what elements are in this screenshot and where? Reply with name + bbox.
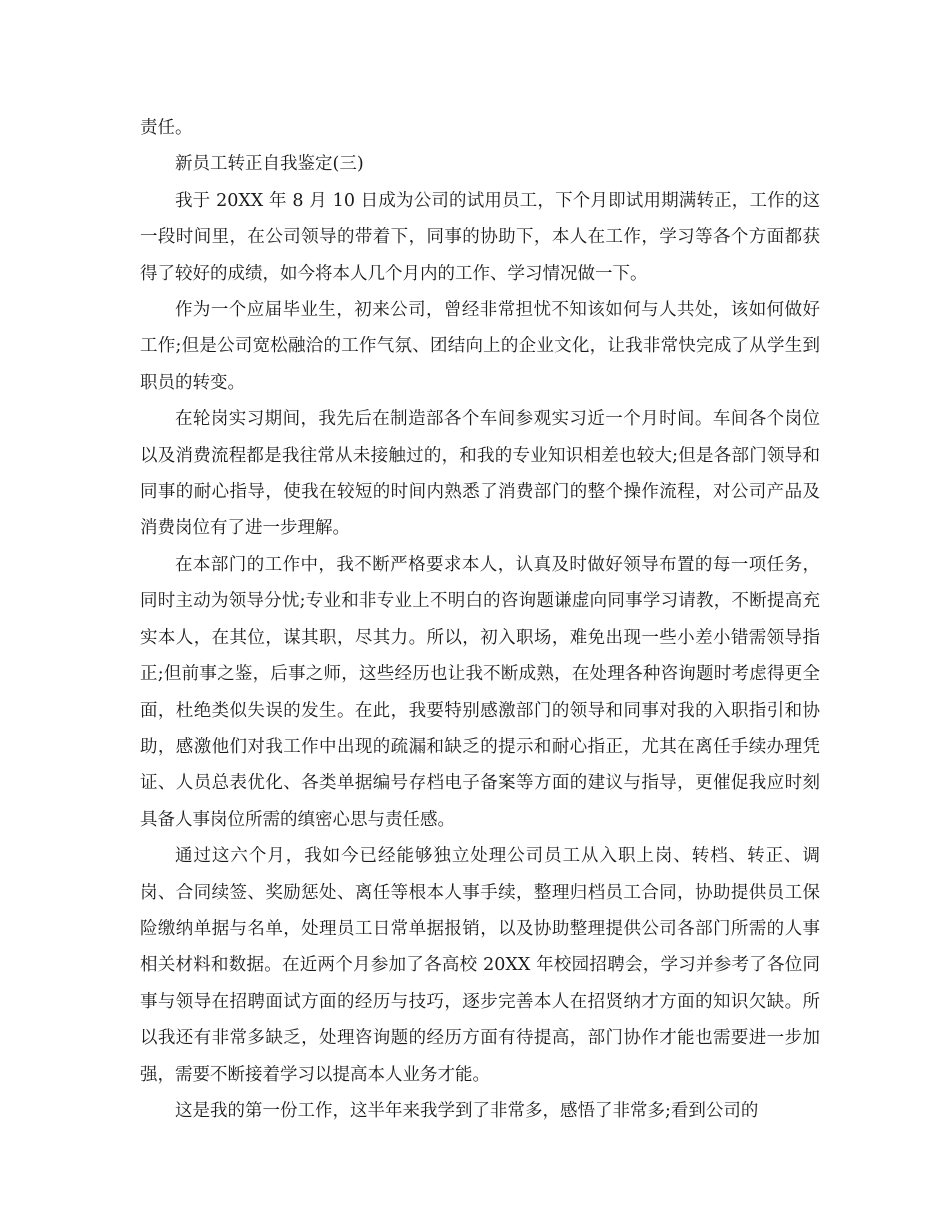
paragraph: 在轮岗实习期间，我先后在制造部各个车间参观实习近一个月时间。车间各个岗位以及消费流程都是我往常从未接触过的，和我的专业知识相差也较大;但是各部门领导和同事的耐心指导，使我在较短的时间内熟悉了消费部门的整个操作流程，对公司产品及消费岗位有了进一步理解。 — [140, 409, 820, 539]
paragraph: 我于 20XX 年 8 月 10 日成为公司的试用员工，下个月即试用期满转正，工作的这一段时间里，在公司领导的带着下，同事的协助下，本人在工作，学习等各个方面都获得了较好的成绩，如今将本人几个月内的工作、学习情况做一下。 — [140, 190, 820, 284]
paragraph-continuation: 责任。 — [140, 118, 193, 138]
document-body — [140, 110, 820, 1129]
paragraph: 这是我的第一份工作，这半年来我学到了非常多，感悟了非常多;看到公司的 — [175, 1100, 759, 1121]
section-heading: 新员工转正自我鉴定(三) — [175, 154, 364, 175]
paragraph: 通过这六个月，我如今已经能够独立处理公司员工从入职上岗、转档、转正、调岗、合同续签、奖励惩处、离任等根本人事手续，整理归档员工合同，协助提供员工保险缴纳单据与名单，处理员工日常单据报销，以及协助整理提供公司各部门所需的人事相关材料和数据。在近两个月参加了各高校 20XX 年校园招聘会，学习并参考了各位同事与领导在招聘面试方面的经历与技巧，逐步完善本人在招贤纳才方面的知识欠缺。所以我还有非常多缺乏，处理咨询题的经历方面有待提高，部门协作才能也需要进一步加强，需要不断接着学习以提高本人业务才能。 — [140, 846, 820, 1085]
paragraph: 在本部门的工作中，我不断严格要求本人，认真及时做好领导布置的每一项任务，同时主动为领导分忧;专业和非专业上不明白的咨询题谦虚向同事学习请教，不断提高充实本人，在其位，谋其职，尽其力。所以，初入职场，难免出现一些小差小错需领导指正;但前事之鉴，后事之师，这些经历也让我不断成熟，在处理各种咨询题时考虑得更全面，杜绝类似失误的发生。在此，我要特别感激部门的领导和同事对我的入职指引和协助，感激他们对我工作中出现的疏漏和缺乏的提示和耐心指正，尤其在离任手续办理凭证、人员总表优化、各类单据编号存档电子备案等方面的建议与指导，更催促我应时刻具备人事岗位所需的缜密心思与责任感。 — [140, 554, 820, 830]
paragraph: 作为一个应届毕业生，初来公司，曾经非常担忧不知该如何与人共处，该如何做好工作;但是公司宽松融洽的工作气氛、团结向上的企业文化，让我非常快完成了从学生到职员的转变。 — [140, 300, 820, 393]
